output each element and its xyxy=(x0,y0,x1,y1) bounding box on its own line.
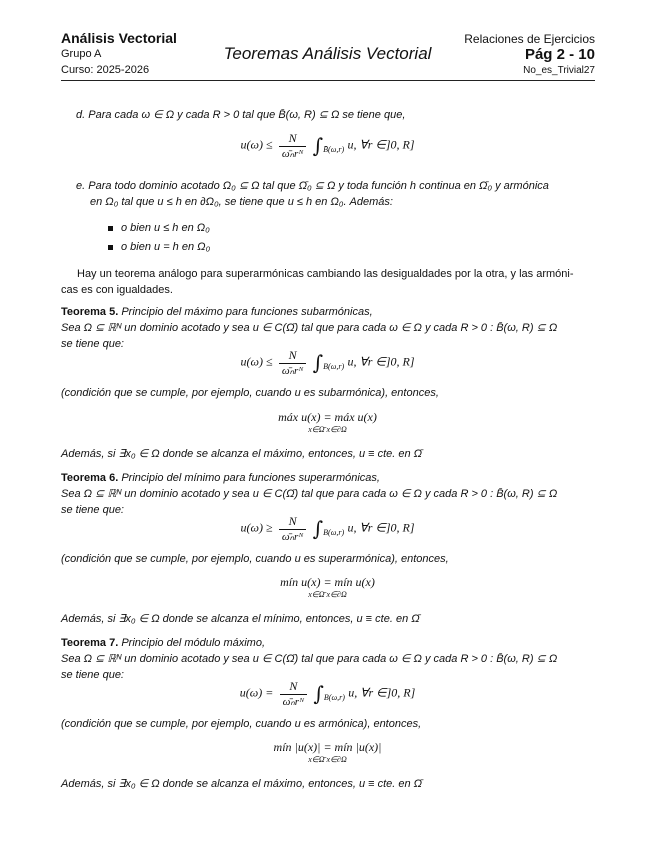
eq-num: N xyxy=(280,679,307,695)
theorem-7-concl: Además, si ∃x₀ ∈ Ω donde se alcanza el máximo, entonces, u ≡ cte. en Ω̄ xyxy=(61,778,423,790)
group-label: Grupo A xyxy=(61,48,102,60)
equation-thm5-mean xyxy=(0,348,655,377)
eq-integrand: u, ∀r ∈]0, R] xyxy=(347,354,415,369)
theorem-6-hyp1: Sea Ω ⊆ ℝᴺ un dominio acotado y sea u ∈ C(Ω̄) tal que para cada ω ∈ Ω y cada R > 0 : B̄(ω, R) ⊆ Ω xyxy=(61,488,558,500)
note-line1: Hay un teorema análogo para superarmónicas cambiando las desigualdades por la otra, y las armóni- xyxy=(77,268,574,280)
author-label: No_es_Trivial27 xyxy=(523,65,595,76)
theorem-7-hyp1: Sea Ω ⊆ ℝᴺ un dominio acotado y sea u ∈ C(Ω̄) tal que para cada ω ∈ Ω y cada R > 0 : B̄(ω, R) ⊆ Ω xyxy=(61,653,558,665)
eq-mod: mín |u(x)| = mín |u(x)| xyxy=(273,740,382,754)
bullet-1-text: o bien u ≤ h en Ω₀ xyxy=(121,222,210,234)
section-label: Relaciones de Ejercicios xyxy=(464,32,595,46)
integral-sign: ∫ xyxy=(313,681,324,706)
note-paragraph xyxy=(61,266,601,298)
theorem-7 xyxy=(61,635,601,683)
eq-lhs: u(ω) ≤ xyxy=(240,137,273,152)
eq-num: N xyxy=(279,348,306,364)
page-number: Pág 2 - 10 xyxy=(524,46,595,63)
theorem-5-cond: (condición que se cumple, por ejemplo, cuando u es subarmónica), entonces, xyxy=(61,387,439,399)
theorem-6-cond: (condición que se cumple, por ejemplo, cuando u es superarmónica), entonces, xyxy=(61,553,449,565)
equation-thm5-max xyxy=(0,410,655,434)
theorem-5-label: Teorema 5. xyxy=(61,306,119,318)
eq-min: mín u(x) = mín u(x) xyxy=(280,575,375,589)
eq-lhs: u(ω) ≤ xyxy=(240,354,273,369)
eq-num: N xyxy=(279,131,306,147)
course-title: Análisis Vectorial xyxy=(61,30,177,46)
eq-lhs: u(ω) ≥ xyxy=(240,520,273,535)
bullet-marker xyxy=(108,245,113,250)
eq-integrand: u, ∀r ∈]0, R] xyxy=(347,520,415,535)
integral-sign: ∫ xyxy=(312,133,324,158)
equation-thm7-mod xyxy=(0,740,655,764)
theorem-5-concl: Además, si ∃x₀ ∈ Ω donde se alcanza el máximo, entonces, u ≡ cte. en Ω̄ xyxy=(61,448,423,460)
theorem-7-cond: (condición que se cumple, por ejemplo, cuando u es armónica), entonces, xyxy=(61,718,422,730)
note-line2: cas es con igualdades. xyxy=(61,284,173,296)
item-e-label: e. xyxy=(76,180,86,192)
integral-sign: ∫ xyxy=(312,350,324,375)
equation-thm6-mean xyxy=(0,514,655,543)
theorem-7-title: Principio del módulo máximo, xyxy=(121,637,266,649)
item-d xyxy=(76,107,611,123)
eq-integrand: u, ∀r ∈]0, R] xyxy=(347,137,415,152)
theorem-6-title: Principio del mínimo para funciones superarmónicas, xyxy=(121,472,380,484)
eq-den: ω̄ₙrᴺ xyxy=(281,148,304,160)
item-e-text1: Para todo dominio acotado Ω₀ ⊆ Ω tal que Ω̄₀ ⊆ Ω y toda función h continua en Ω̄₀ y armónica xyxy=(88,180,549,192)
theorem-5 xyxy=(61,304,601,352)
equation-thm6-min xyxy=(0,575,655,599)
theorem-7-label: Teorema 7. xyxy=(61,637,119,649)
theorem-5-hyp2: se tiene que: xyxy=(61,338,124,350)
theorem-7-hyp2: se tiene que: xyxy=(61,669,124,681)
eq-int-domain: B(ω,r) xyxy=(323,362,345,372)
header-rule xyxy=(61,80,595,81)
theorem-6-hyp2: se tiene que: xyxy=(61,504,124,516)
equation-thm7-mean xyxy=(0,679,655,708)
item-e xyxy=(76,178,601,210)
eq-max-sub: x∈Ω̄ x∈∂Ω xyxy=(308,425,347,434)
eq-lhs: u(ω) = xyxy=(239,685,274,700)
item-e-text2: en Ω₀ tal que u ≤ h en ∂Ω₀, se tiene que u ≤ h en Ω₀. Además: xyxy=(90,196,393,208)
eq-integrand: u, ∀r ∈]0, R] xyxy=(348,685,416,700)
bullet-2-text: o bien u = h en Ω₀ xyxy=(121,241,211,253)
bullet-1 xyxy=(108,220,643,236)
theorem-6-concl: Además, si ∃x₀ ∈ Ω donde se alcanza el mínimo, entonces, u ≡ cte. en Ω̄ xyxy=(61,613,420,625)
theorem-5-title: Principio del máximo para funciones subarmónicas, xyxy=(121,306,373,318)
eq-mod-sub: x∈Ω̄ x∈∂Ω xyxy=(308,755,347,764)
document-title: Teoremas Análisis Vectorial xyxy=(223,44,432,63)
eq-num: N xyxy=(279,514,306,530)
eq-min-sub: x∈Ω̄ x∈∂Ω xyxy=(308,590,347,599)
integral-sign: ∫ xyxy=(312,516,324,541)
theorem-6 xyxy=(61,470,601,518)
theorem-5-hyp1: Sea Ω ⊆ ℝᴺ un dominio acotado y sea u ∈ C(Ω̄) tal que para cada ω ∈ Ω y cada R > 0 : B̄(ω, R) ⊆ Ω xyxy=(61,322,558,334)
eq-den: ω̄ₙrᴺ xyxy=(282,696,305,708)
eq-int-domain: B(ω,r) xyxy=(323,528,345,538)
eq-den: ω̄ₙrᴺ xyxy=(281,365,304,377)
item-d-label: d. xyxy=(76,109,86,121)
eq-int-domain: B(ω,r) xyxy=(323,693,345,703)
item-d-text: Para cada ω ∈ Ω y cada R > 0 tal que B̄(ω, R) ⊆ Ω se tiene que, xyxy=(88,109,406,121)
year-label: Curso: 2025-2026 xyxy=(61,64,150,76)
theorem-6-label: Teorema 6. xyxy=(61,472,119,484)
eq-int-domain: B̄(ω,r) xyxy=(323,145,345,155)
bullet-marker xyxy=(108,226,113,231)
eq-den: ω̄ₙrᴺ xyxy=(281,531,304,543)
equation-mean-bar xyxy=(0,131,655,160)
eq-max: máx u(x) = máx u(x) xyxy=(278,410,377,424)
bullet-2 xyxy=(108,239,643,255)
